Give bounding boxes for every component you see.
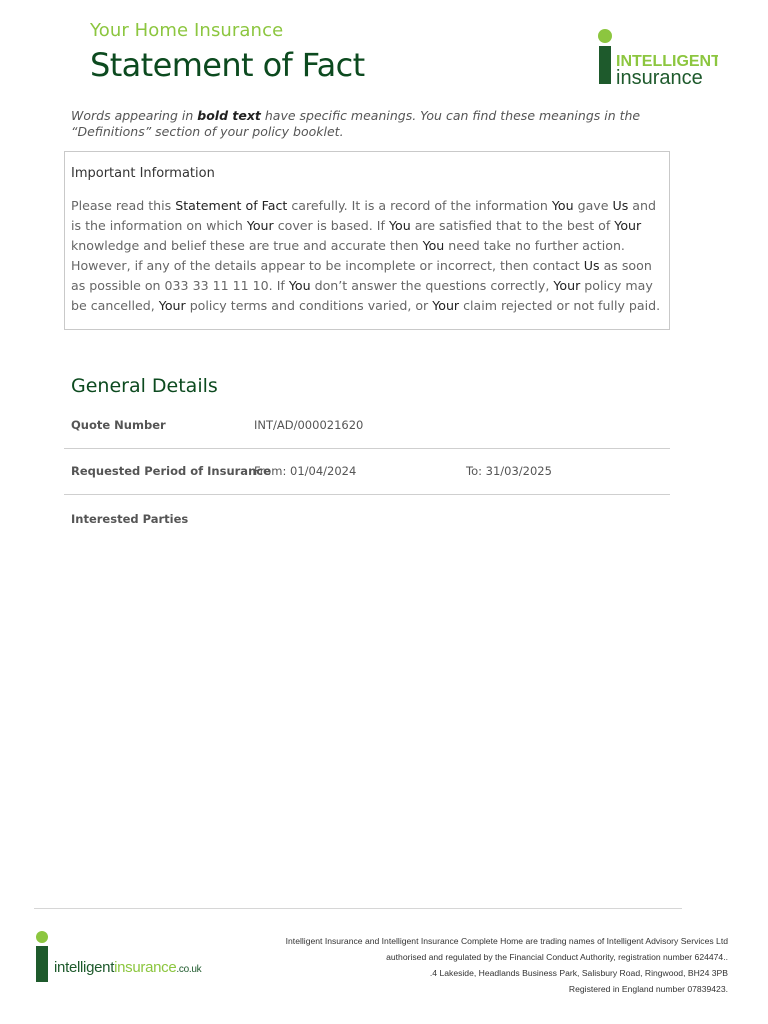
defined-term: Your [432,298,460,313]
defined-term: Statement of Fact [175,198,288,213]
info-text-run: are satisfied that to the best of [410,218,615,233]
defined-term: You [288,278,311,293]
general-details-title: General Details [71,375,218,397]
footer-logo-a: intelligent [54,959,115,976]
defined-term: Your [553,278,581,293]
footer-line: .4 Lakeside, Headlands Business Park, Salisbury Road, Ringwood, BH24 3PB [429,968,728,978]
info-text-run: gave [573,198,613,213]
intro-bold: bold text [197,108,261,123]
period-label: Requested Period of Insurance [71,464,271,478]
info-text-run: carefully. It is a record of the information [287,198,552,213]
info-text-run: as soon as possible on 033 33 11 11 10. If [71,258,652,293]
footer-logo [34,930,214,984]
info-text-run: and is the information on which [71,198,656,233]
quote-number-label: Quote Number [71,418,166,432]
logo-graphic [596,26,718,86]
footer-legal-text [208,933,728,997]
intro-note [71,108,671,140]
period-to: To: 31/03/2025 [466,464,552,478]
logo-word-top: INTELLIGENT [616,53,718,70]
info-text-run: policy terms and conditions varied, or [185,298,433,313]
quote-number-value: INT/AD/000021620 [254,418,364,432]
footer-logo-b: insurance [114,959,177,976]
divider [64,494,670,495]
defined-term: Your [246,218,274,233]
info-text-run: Please read this [71,198,176,213]
info-text-run: don’t answer the questions correctly, [310,278,554,293]
defined-term: You [551,198,574,213]
defined-term: Us [583,258,600,273]
intelligent-insurance-logo [596,26,718,86]
divider [64,448,670,449]
defined-term: You [422,238,445,253]
defined-term: You [388,218,411,233]
footer-line: Registered in England number 07839423. [568,984,728,994]
footer-logo-graphic [34,930,214,984]
intro-after: have specific meanings. You can find these meanings in the “Definitions” section of your policy booklet. [71,108,641,139]
info-text-run: knowledge and belief these are true and accurate then [71,238,423,253]
info-text-run: claim rejected or not fully paid. [459,298,661,313]
interested-parties-label: Interested Parties [71,512,189,526]
info-text-run: need take no further action. However, if any of the details appear to be incomplete or incorrect, then contact [71,238,625,273]
period-from: From: 01/04/2024 [254,464,357,478]
important-info-title: Important Information [71,166,215,181]
defined-term: Your [158,298,186,313]
defined-term: Your [614,218,642,233]
document-title: Statement of Fact [90,46,365,84]
footer-line: Intelligent Insurance and Intelligent Insurance Complete Home are trading names of Intelligent Advisory Services Ltd [285,936,728,946]
document-subtitle: Your Home Insurance [90,20,284,41]
footer-divider [34,908,682,909]
important-info-text [71,196,665,316]
logo-word-bottom: insurance [616,67,703,86]
svg-text:intelligentinsurance.co.uk [54,959,203,976]
intro-before: Words appearing in [71,108,198,123]
info-text-run: policy may be cancelled, [71,278,653,313]
footer-line: authorised and regulated by the Financial Conduct Authority, registration number 624474.. [386,952,728,962]
defined-term: Us [612,198,629,213]
footer-logo-c: .co.uk [176,964,202,975]
info-text-run: cover is based. If [273,218,389,233]
